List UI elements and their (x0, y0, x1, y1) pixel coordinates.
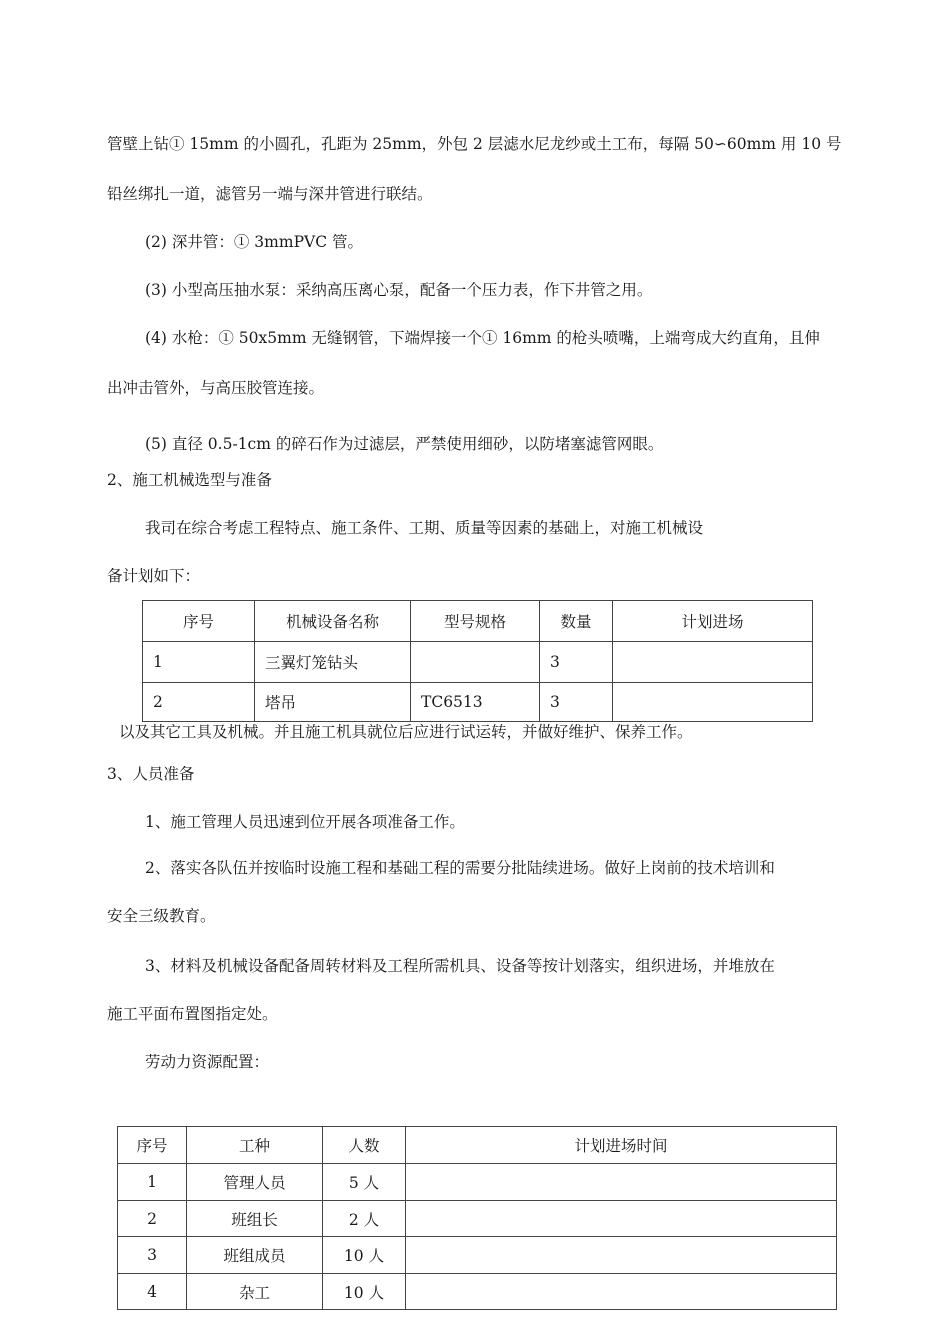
table-cell: 班组成员 (187, 1237, 323, 1274)
table-cell: 塔吊 (255, 683, 411, 722)
material-item-4-line-2: 出冲击管外，与高压胶管连接。 (107, 379, 325, 397)
header-cell-planned-entry-time: 计划进场时间 (406, 1127, 837, 1164)
machinery-after-table-text: 以及其它工具及机械。并且施工机具就位后应进行试运转，并做好维护、保养工作。 (119, 723, 693, 741)
table-cell: 10 人 (323, 1237, 406, 1274)
table-row (118, 1237, 837, 1274)
table-cell: 1 (143, 642, 255, 683)
table-cell: 10 人 (323, 1274, 406, 1310)
header-cell-quantity: 数量 (540, 601, 613, 642)
header-cell-equipment-name: 机械设备名称 (255, 601, 411, 642)
table-cell (411, 642, 540, 683)
table-cell: 三翼灯笼钻头 (255, 642, 411, 683)
material-item-4-line-1: (4) 水枪：① 50x5mm 无缝钢管，下端焊接一个① 16mm 的枪头喷嘴，上端弯成大约直角，且伸 (145, 329, 820, 347)
filter-tube-text-line-1: 管壁上钻① 15mm 的小圆孔，孔距为 25mm，外包 2 层滤水尼龙纱或土工布，每隔 50∽60mm 用 10 号 (107, 135, 842, 153)
labor-table (117, 1126, 837, 1310)
header-cell-trade: 工种 (187, 1127, 323, 1164)
labor-resource-title: 劳动力资源配置： (145, 1053, 270, 1071)
header-cell-index: 序号 (143, 601, 255, 642)
table-cell: 3 (118, 1237, 187, 1274)
table-cell: 杂工 (187, 1274, 323, 1310)
table-row (143, 642, 813, 683)
personnel-heading: 3、人员准备 (107, 765, 195, 783)
material-item-2: (2) 深井管：① 3mmPVC 管。 (145, 233, 363, 251)
material-item-3: (3) 小型高压抽水泵：采纳高压离心泵，配备一个压力表，作下井管之用。 (145, 281, 653, 299)
table-cell: 3 (540, 642, 613, 683)
personnel-paragraph-3-line-1: 3、材料及机械设备配备周转材料及工程所需机具、设备等按计划落实，组织进场，并堆放在 (145, 957, 775, 975)
table-cell: 1 (118, 1164, 187, 1201)
table-header-row (118, 1127, 837, 1164)
filter-tube-text-line-2: 铅丝绑扎一道，滤管另一端与深井管进行联结。 (107, 185, 433, 203)
table-header-row (143, 601, 813, 642)
table-row (118, 1201, 837, 1237)
personnel-paragraph-2-line-1: 2、落实各队伍并按临时设施工程和基础工程的需要分批陆续进场。做好上岗前的技术培训和 (145, 859, 775, 877)
table-cell: 4 (118, 1274, 187, 1310)
machinery-intro-line-2: 备计划如下： (107, 567, 201, 585)
table-row (118, 1164, 837, 1201)
table-row (143, 683, 813, 722)
header-cell-planned-entry: 计划进场 (613, 601, 813, 642)
table-row (118, 1274, 837, 1310)
table-cell: 3 (540, 683, 613, 722)
header-cell-model: 型号规格 (411, 601, 540, 642)
header-cell-headcount: 人数 (323, 1127, 406, 1164)
table-cell: TC6513 (411, 683, 540, 722)
header-cell-index: 序号 (118, 1127, 187, 1164)
personnel-paragraph-2-line-2: 安全三级教育。 (107, 907, 216, 925)
table-cell (406, 1201, 837, 1237)
material-item-5: (5) 直径 0.5-1cm 的碎石作为过滤层，严禁使用细砂，以防堵塞滤管网眼。 (145, 435, 664, 453)
table-cell (406, 1274, 837, 1310)
table-cell: 管理人员 (187, 1164, 323, 1201)
personnel-paragraph-1: 1、施工管理人员迅速到位开展各项准备工作。 (145, 813, 465, 831)
personnel-paragraph-3-line-2: 施工平面布置图指定处。 (107, 1005, 278, 1023)
table-cell (406, 1164, 837, 1201)
machinery-heading: 2、施工机械选型与准备 (107, 471, 272, 489)
table-cell (613, 642, 813, 683)
table-cell (613, 683, 813, 722)
table-cell: 5 人 (323, 1164, 406, 1201)
table-cell: 2 (118, 1201, 187, 1237)
table-cell: 2 人 (323, 1201, 406, 1237)
table-cell: 2 (143, 683, 255, 722)
table-cell (406, 1237, 837, 1274)
table-cell: 班组长 (187, 1201, 323, 1237)
machinery-intro-line-1: 我司在综合考虑工程特点、施工条件、工期、质量等因素的基础上，对施工机械设 (145, 519, 704, 537)
equipment-table (142, 600, 813, 722)
